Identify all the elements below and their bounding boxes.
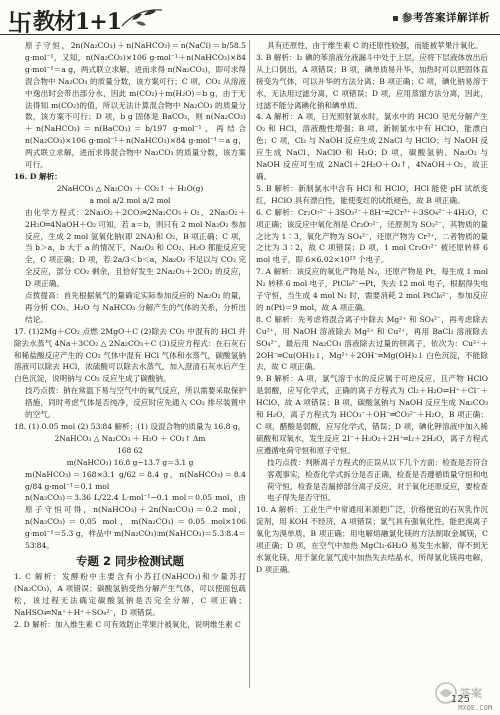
section-title: 专题 2 同步检测试题: [75, 553, 184, 568]
answer-16-heading: 16. D 解析：: [14, 171, 62, 181]
left-column: [14, 40, 246, 690]
tip-paragraph-9: 技巧点拨：判断离子方程式的正误从以下几个方面：检查是否符合客观事实，检查化学式拆分是否正确，检查是否遵循质量守恒和电荷守恒，检查是否漏掉部分离子反应，对于氧化还原反应，要检查电子得失是否守恒。: [267, 457, 488, 503]
header-title-text: 参考答案详解详析: [402, 12, 490, 24]
answer-6: 6. C 解析：Cr₂O₇²⁻＋3SO₃²⁻＋8H⁺═2Cr³⁺＋3SO₄²⁻＋4H₂O，C 项正确；该反应中氧化剂是 Cr₂O₇²⁻，还原剂为 SO₃²⁻，其物质的量之比为 1∶3，氧化产物为 SO₄²⁻，还原产物为 Cr³⁺，二者物质的量之比为 3∶2，故 C 项错误；D 项，1 mol Cr₂O₇²⁻ 被还原转移 6 mol 电子，即 6×6.02×10²³ 个电子。: [256, 207, 488, 265]
svg-text:答案: 答案: [460, 687, 482, 700]
right-column: [256, 40, 488, 690]
page-header: [0, 0, 500, 35]
answer-17: 17. (1)2Mg＋CO₂ 点燃 2MgO＋C (2)除去 CO₂ 中混有的 HCl 并除去水蒸气 4Na＋3CO₂ △ 2Na₂CO₃＋C (3)反应方程式：在石灰石和稀盐酸反应产生的 CO₂ 气体中混有 HCl 气体和水蒸气，碳酸氢钠溶液可以除去 HCl，浓硫酸可以除去水蒸气，加入澄清石灰水后产生白色沉淀，说明钠与 CO₂ 反应生成了碳酸钠。: [14, 326, 246, 384]
logo-text: 教材1+1: [33, 9, 122, 35]
equation-18-ratio: 168 62: [117, 445, 143, 455]
watermark-text: MXQE.COM: [458, 704, 492, 712]
equation-18: 2NaHCO₃ △ Na₂CO₃ ＋ H₂O ＋ CO₂↑ Δm: [54, 433, 206, 443]
answer-3: 3. B 解析：I₂ 碘的苯溶液分液漏斗中处于上层，应将下层液体放出后从上口倒出，A 项错误；B 项，碘单质易升华，加热时可以把固体直接变为气体，可以升华的方法分离；B 项正确；C 项，碘化钠易溶于水，无法用过滤分离，C 项错误；D 项，应用蒸馏方法分离，因此，过滤不能分离碘化钠和碘单质。: [256, 52, 488, 110]
answer-18-body: n(Na₂CO₃)＝3.36 L/22.4 L·mol⁻¹−0.1 mol＝0.05 mol，由原子守恒可得，n(NaHCO₃)＋2n(Na₂CO₃)＝0.2 mol，n(Na₂CO₃)＝0.05 mol，m(Na₂CO₃)＝0.05 mol×106 g·mol⁻¹＝5.3 g，样品中 m(Na₂CO₃)∶m(NaHCO₃)＝5.3∶8.4＝53∶84。: [25, 493, 246, 551]
answer-2-cont: 具有还原性，由于维生素 C 的还原性较强，而能被苹果汁氧化。: [267, 41, 483, 50]
answer-18: 18. (1) 0.05 mol (2) 53∶84 解析：(1) 设混合物的质量为 16.8 g，: [14, 422, 246, 431]
equation-18-mass: m(NaHCO₃) 16.8 g−13.7 g＝3.1 g: [66, 457, 194, 467]
leaf-decoration-icon: [118, 6, 168, 30]
equation: 2NaHCO₃ △ Na₂CO₃ ＋ CO₂↑ ＋ H₂O(g): [56, 183, 204, 193]
header-title: [393, 10, 490, 25]
answer-9: 9. B 解析：A 项，氯气溶于水的反应属于可逆反应，且产物 HClO 是弱酸，应写化学式，正确的离子方程式为 Cl₂＋H₂O⇌H⁺＋Cl⁻＋HClO，故 A 项错误；B 项，碳酸氢钠与 NaOH 反应生成 Na₂CO₃ 和 H₂O，离子方程式为 HCO₃⁻＋OH⁻═CO₃²⁻＋H₂O，B 项正确；C 项，醋酸是弱酸，应写化学式，错误；D 项，碘化钾溶液中加入稀硫酸和双氧水，发生反应 2I⁻＋H₂O₂＋2H⁺═I₂＋2H₂O，离子方程式应遵循电荷守恒和原子守恒。: [256, 374, 488, 455]
tip-paragraph: 点拨提高：首先根据氧气的量确定实际参加反应的 Na₂O₂ 的量，再分析 CO₂、H₂O 与 NaHCO₃ 分解产生的气体的关系，分析出结论。: [25, 291, 246, 324]
answer-2: 2. D 解析：加入维生素 C 可有效防止苹果汁被氧化，说明维生素 C: [14, 619, 241, 629]
book-logo: [8, 3, 121, 38]
answer-10: 10. A 解析：工业生产中常通用来源把广泛，价格便宜的石灰乳作沉淀剂，用 KOH 不经济，A 项错误；氯气具有强氧化性，能把溴离子氧化为溴单质，B 项正确；用电解熔融氯化镁的方法制取金属镁，C 项正确；D 项，在空气中加热 MgCl₂·6H₂O 易发生水解，得不到无水氯化镁，用于氯化氢气流中加热失去结晶水，所得氯化镁再电解，D 项正确。: [256, 505, 488, 574]
equation-18-calc: m(NaHCO₃)＝168×3.1 g/62＝8.4 g，n(NaHCO₃)＝8.4 g/84 g·mol⁻¹＝0.1 mol: [25, 469, 246, 491]
answer-4: 4. A 解析：A 项，日光照射氯水时，氯水中的 HClO 见光分解产生 O₂ 和 HCl，溶液酸性增强；B 项，新制氯水中有 HClO，能漂白色；C 项，Cl₂ 与 NaOH 反应生成 2NaCl 与 HClO；与 NaOH 反应生成 NaCl、NaClO 和 H₂O；D 项，碳酸氢钠、Na₂O₂ 与 NaOH 反应可生成 2NaCl＋2H₂O＋O₂↑，4NaOH＋O₂，故正确。: [256, 112, 488, 181]
equation-ratio: a mol a/2 mol a/2 mol: [89, 195, 171, 205]
answer-1: 1. C 解析：发酵粉中主要含有小苏打(NaHCO₃)和少量苏打(Na₂CO₃)，A 项错误；碳酸氢钠受热分解产生气体，可以使面包疏松，该过程无法确定碳酸氢钠是否完全分解，C 项正确；NaHSO₄═Na⁺＋H⁺＋SO₄²⁻，D 项错误。: [14, 571, 246, 617]
answer-7: 7. A 解析：该反应的氧化产物是 N₂，还原产物是 Pt，每生成 1 mol N₂ 转移 6 mol 电子，PtCl₆²⁻→Pt，失去 12 mol 电子，根据得失电子守恒，当生成 4 mol N₂ 时，需要消耗 2 mol PtCl₆²⁻，参加反应的 n(Pt)＝9 mol，故 A 项正确。: [256, 267, 488, 312]
answer-5: 5. B 解析：新制氯水中含有 HCl 和 HClO，HCl 能使 pH 试纸变红，HClO 具有漂白性，能使变红的试纸褪色，故 B 项正确。: [256, 183, 488, 205]
answer-paragraph: 原子守恒，2n(Na₂CO₃)＋n(NaHCO₃)＝n(NaCl)＝b/58.5 g·mol⁻¹，又知，n(Na₂CO₃)×106 g·mol⁻¹＋n(NaHCO₃)×84 g·mol⁻¹＝a g，两式联立求解，进而求得 n(Na₂CO₃)，即可求得混合物中 Na₂CO₃ 的质量分数，该方案可行；C 项，CO₂ 从溶液中逸出时会带出部分水，因此 m(CO₂)＋m(H₂O)＝b g，由于无法得知 m(CO₂)的值，所以无法计算混合物中 Na₂CO₃ 的质量分数，该方案不可行；D 项，b g 固体是 BaCO₃，则 n(Na₂CO₃)＋n(NaHCO₃)＝n(BaCO₃)＝b/197 g·mol⁻¹，再结合 n(Na₂CO₃)×106 g·mol⁻¹＋n(NaHCO₃)×84 g·mol⁻¹＝a g，两式联立求解，进而求得混合物中 Na₂CO₃ 的质量分数，该方案可行。: [25, 41, 246, 170]
bullet-icon: [393, 16, 398, 21]
page-number: 125: [450, 694, 470, 705]
column-divider: [249, 40, 250, 688]
answer-16-body: 由化学方程式：2Na₂O₂＋2CO₂═2Na₂CO₃＋O₂、2Na₂O₂＋2H₂O═4NaOH＋O₂ 可知，若 a＝b，则只有 2 mol Na₂O₂ 参加反应，生成 2 mol 氢氧化钠(即 2NA)和 O₂，B 项正确；C 项，当 b＞a，b 大于 a 的情况下，Na₂O₂ 和 CO₂、H₂O 都能反应完全，C 项正确；D 项，若 2a/3＜b＜a，Na₂O₂ 不足以与 CO₂ 完全反应，部分 CO₂ 剩余，且恰好发生 2Na₂O₂＋2CO₂ 的反应，D 项正确。: [25, 207, 246, 289]
tip-paragraph-17: 技巧点拨：钠在常温下易与空气中的氧气反应，所以需要采取保护措施，同时考虑气体是否纯净，反应时应先通入 CO₂ 排尽装置中的空气。: [25, 386, 246, 420]
logo-mark-icon: 卐: [8, 8, 31, 37]
answer-8: 8. C 解析：先考虑将混合离子中除去 Mg²⁺ 和 SO₄²⁻，再考虑除去 Cu²⁺，用 NaOH 溶液除去 Mg²⁺ 和 Cu²⁺，再用 BaCl₂ 溶液除去 SO₄²⁻，最后用 Na₂CO₃ 溶液除去过量的钡离子，依次为：Cu²⁺＋2OH⁻═Cu(OH)₂↓，Mg²⁺＋2OH⁻═Mg(OH)₂↓ 白色沉淀，不能除去，故 C 项正确。: [256, 314, 488, 372]
